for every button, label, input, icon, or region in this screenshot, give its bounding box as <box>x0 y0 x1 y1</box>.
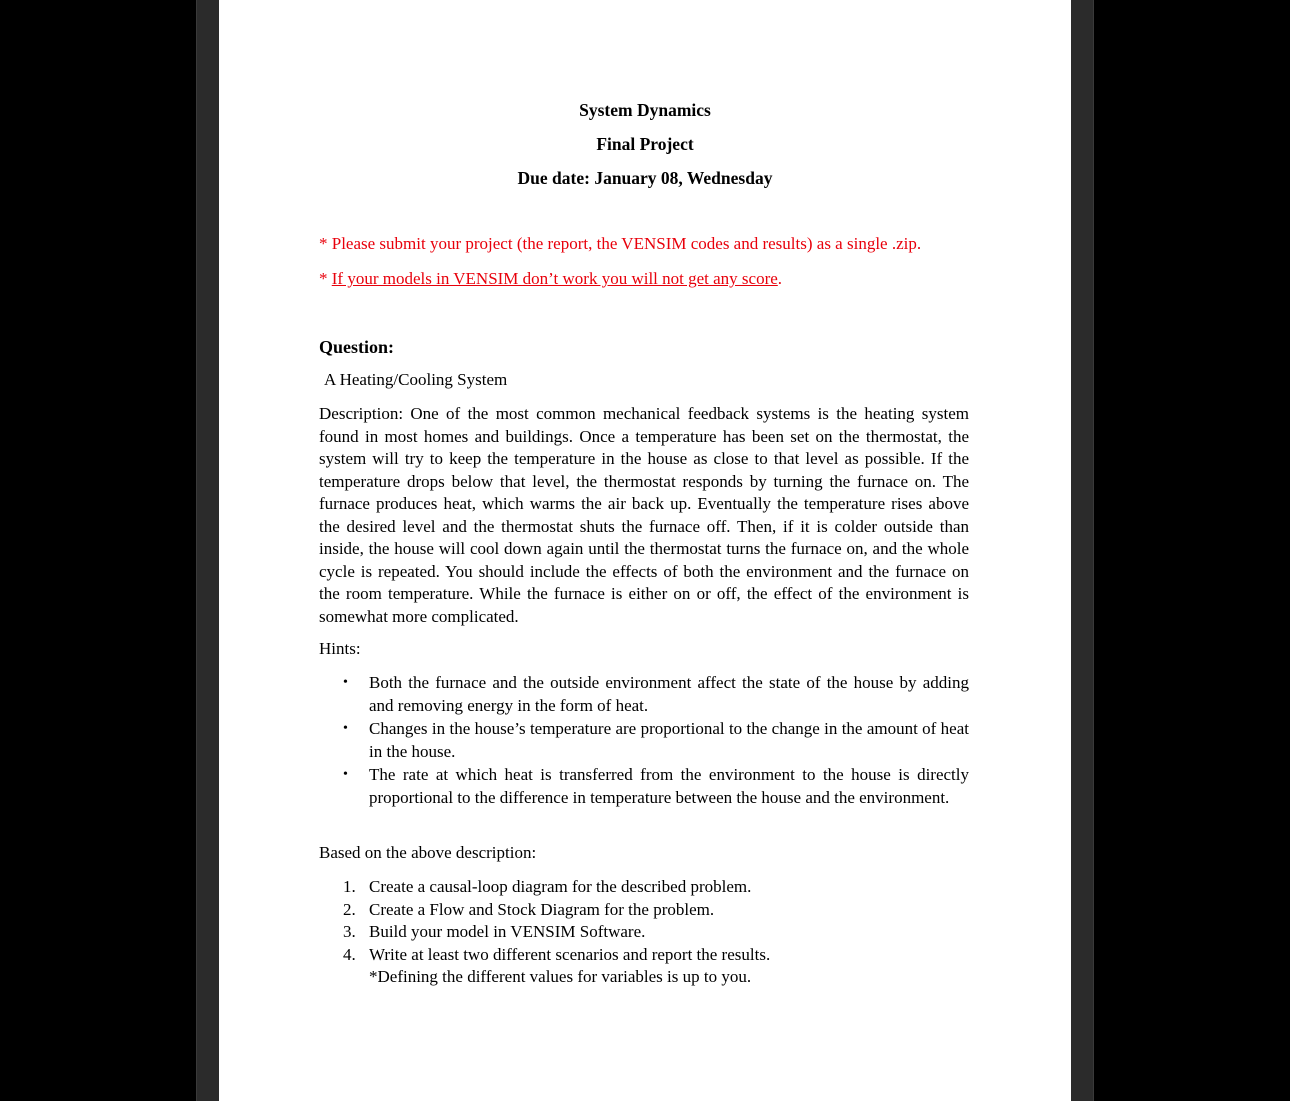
viewer-frame-right <box>1071 0 1094 1101</box>
hints-label: Hints: <box>319 639 361 658</box>
course-title: System Dynamics <box>579 100 711 120</box>
based-on-label: Based on the above description: <box>319 843 537 862</box>
submission-notice <box>319 234 921 254</box>
task-number: 4. <box>343 944 356 964</box>
document-page[interactable] <box>219 0 1071 1101</box>
task-text: Create a causal-loop diagram for the described problem. <box>369 877 752 896</box>
task-number: 2. <box>343 899 356 919</box>
bullet-icon: • <box>343 721 348 736</box>
hint-item <box>343 672 969 717</box>
task-number: 3. <box>343 922 356 941</box>
hint-text: Changes in the house’s temperature are proportional to the change in the amount of heat in the house. <box>369 719 969 761</box>
task-text: Write at least two different scenarios and report the results. <box>369 944 771 964</box>
hint-text: The rate at which heat is transferred from the environment to the house is directly proportional to the difference in temperature between the house and the environment. <box>369 765 969 807</box>
hint-text: Both the furnace and the outside environment affect the state of the house by adding and removing energy in the form of heat. <box>369 673 969 715</box>
warning-suffix: . <box>777 269 783 288</box>
hint-item <box>343 764 969 809</box>
bullet-icon: • <box>343 675 348 690</box>
warning-prefix: * <box>319 269 332 288</box>
task-note <box>369 966 969 989</box>
notice-prefix: * <box>319 234 332 253</box>
task-text: Create a Flow and Stock Diagram for the problem. <box>369 899 715 919</box>
hint-item <box>343 718 969 763</box>
task-item <box>343 876 969 899</box>
project-title: Final Project <box>596 134 694 154</box>
viewer-frame-left <box>196 0 220 1101</box>
hints-list <box>319 672 969 810</box>
task-number: 1. <box>343 877 356 896</box>
notice-text: Please submit your project (the report, the VENSIM codes and results) as a single .zip. <box>331 234 922 253</box>
task-item <box>343 921 969 944</box>
task-text: Build your model in VENSIM Software. <box>369 922 646 941</box>
warning-text: If your models in VENSIM don’t work you will not get any score <box>331 269 778 288</box>
task-item <box>343 944 969 967</box>
bullet-icon: • <box>343 767 348 782</box>
question-subtitle: A Heating/Cooling System <box>324 370 508 389</box>
score-warning <box>319 269 782 289</box>
question-heading: Question: <box>319 337 395 357</box>
task-item <box>343 899 969 922</box>
description-paragraph: Description: One of the most common mechanical feedback systems is the heating system found in most homes and buildings. Once a temperature has been set on the thermostat, the system will try to keep the temperature in the house as close to that level as possible. If the temperature drops below that level, the thermostat responds by turning the furnace on. The furnace produces heat, which warms the air back up. Eventually the temperature rises above the desired level and the thermostat shuts the furnace off. Then, if it is colder outside than inside, the house will cool down again until the thermostat turns the furnace on, and the whole cycle is repeated. You should include the effects of both the environment and the furnace on the room temperature. While the furnace is either on or off, the effect of the environment is somewhat more complicated. <box>319 404 969 626</box>
task-note-text: *Defining the different values for variables is up to you. <box>369 967 752 986</box>
due-date: Due date: January 08, Wednesday <box>517 168 773 188</box>
tasks-list <box>319 876 969 989</box>
